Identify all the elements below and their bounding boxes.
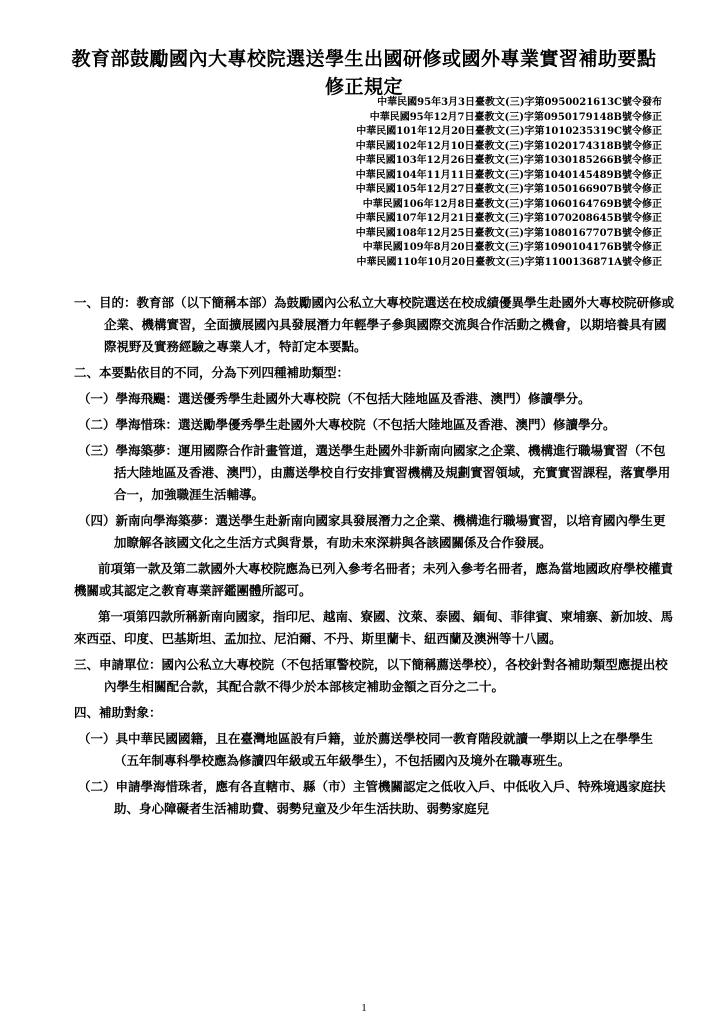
amendment-history bbox=[356, 96, 662, 270]
document-title: 教育部鼓勵國內大專校院選送學生出國研修或國外專業實習補助要點 bbox=[71, 48, 657, 70]
history-line: 中華民國106年12月8日臺教文(三)字第1060164769B號令修正 bbox=[362, 198, 662, 210]
section-2-note-1: 前項第一款及第二款國外大專校院應為已列入參考名冊者；未列入參考名冊者，應為當地國政府學校權責機關或其認定之教育專業評鑑團體所認可。 bbox=[74, 561, 674, 598]
history-line: 中華民國109年8月20日臺教文(三)字第1090104176B號令修正 bbox=[362, 242, 662, 253]
section-4-item-1: （一）具中華民國國籍，且在臺灣地區設有戶籍，並於薦送學校同一教育階段就讀一學期以上之在學學生（五年制專科學校應為修讀四年級或五年級學生），不包括國內及境外在職專班生。 bbox=[78, 731, 654, 768]
page-number: 1 bbox=[361, 1002, 367, 1014]
history-line: 中華民國95年3月3日臺教文(三)字第0950021613C號令發布 bbox=[377, 97, 662, 108]
history-line: 中華民國104年11月11日臺教文(三)字第1040145489B號令修正 bbox=[355, 169, 662, 181]
history-line: 中華民國107年12月21日臺教文(三)字第1070208645B號令修正 bbox=[355, 213, 662, 224]
history-line: 中華民國105年12月27日臺教文(三)字第1050166907B號令修正 bbox=[355, 184, 662, 195]
section-2-item-2: （二）學海惜珠：選送勵學優秀學生赴國外大專校院（不包括大陸地區及香港、澳門）修讀學分。 bbox=[78, 417, 616, 432]
history-line: 中華民國101年12月20日臺教文(三)字第1010235319C號令修正 bbox=[356, 126, 662, 137]
section-4-eligibility: 四、補助對象： bbox=[74, 705, 162, 720]
section-3-applicant: 三、申請單位：國內公私立大專校院（不包括軍警校院，以下簡稱薦送學校），各校針對各補助類型應提出校內學生相關配合款，其配合款不得少於本部核定補助金額之百分之二十。 bbox=[74, 657, 668, 694]
document-body bbox=[74, 292, 674, 820]
section-2-item-3: （三）學海築夢：運用國際合作計畫管道，選送學生赴國外非新南向國家之企業、機構進行職場實習（不包括大陸地區及香港、澳門），由薦送學校自行安排實習機構及規劃實習領域，充實實習課程，落實學用合一，加強職涯生活輔導。 bbox=[78, 443, 671, 502]
section-2-types: 二、本要點依目的不同，分為下列四種補助類型： bbox=[74, 365, 350, 380]
history-line: 中華民國103年12月26日臺教文(三)字第1030185266B號令修正 bbox=[355, 155, 662, 166]
history-line: 中華民國95年12月7日臺教文(三)字第0950179148B號令修正 bbox=[369, 111, 662, 123]
history-line: 中華民國102年12月10日臺教文(三)字第1020174318B號令修正 bbox=[355, 140, 662, 152]
section-2-note-2: 第一項第四款所稱新南向國家，指印尼、越南、寮國、汶萊、泰國、緬甸、菲律賓、柬埔寨、新加坡、馬來西亞、印度、巴基斯坦、孟加拉、尼泊爾、不丹、斯里蘭卡、紐西蘭及澳洲等十八國。 bbox=[74, 609, 674, 646]
section-2-item-4: （四）新南向學海築夢：選送學生赴新南向國家具發展潛力之企業、機構進行職場實習，以培育國內學生更加瞭解各該國文化之生活方式與背景，有助未來深耕與各該國關係及合作發展。 bbox=[78, 513, 666, 550]
history-line: 中華民國110年10月20日臺教文(三)字第1100136871A號令修正 bbox=[356, 256, 662, 268]
section-1-purpose: 一、目的：教育部（以下簡稱本部）為鼓勵國內公私立大專校院選送在校成績優異學生赴國外大專校院研修或企業、機構實習，全面擴展國內具發展潛力年輕學子參與國際交流與合作活動之機會，以期培養具有國際視野及實務經驗之專業人才，特訂定本要點。 bbox=[74, 295, 675, 354]
history-line: 中華民國108年12月25日臺教文(三)字第1080167707B號令修正 bbox=[355, 227, 662, 239]
section-4-item-2: （二）申請學海惜珠者，應有各直轄市、縣（市）主管機關認定之低收入戶、中低收入戶、特殊境遇家庭扶助、身心障礙者生活補助費、弱勢兒童及少年生活扶助、弱勢家庭兒 bbox=[78, 779, 666, 816]
document-subtitle: 修正規定 bbox=[324, 76, 403, 98]
section-2-item-1: （一）學海飛颺：選送優秀學生赴國外大專校院（不包括大陸地區及香港、澳門）修讀學分。 bbox=[78, 391, 591, 406]
